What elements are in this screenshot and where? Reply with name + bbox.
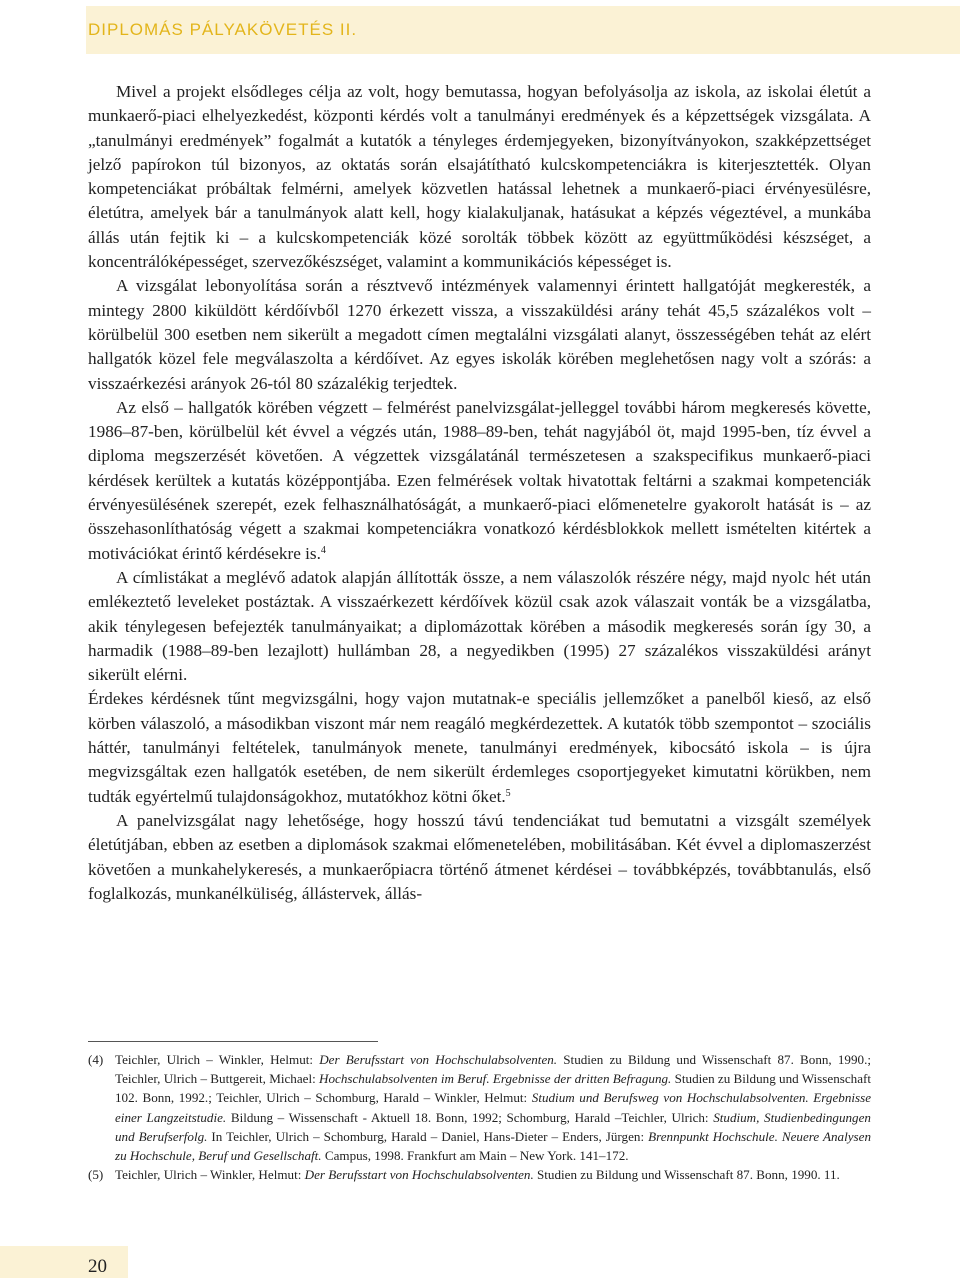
paragraph: A vizsgálat lebonyolítása során a résztvevő intézmények valamennyi érintett hallgatóját megkeresték, a mintegy 2800 kiküldött kérdőívből 1270 érkezett vissza, a visszaküldési arány tehát 45,5 százalékos volt – körülbelül 300 esetben nem sikerült a megadott címen megtalálni vizsgálati alanyt, összességében tehát az elért hallgatók közel fele megválaszolta a kérdőívet. Az egyes iskolák körében meglehetősen nagy volt a szórás: a visszaérkezési arányok 26-tól 80 százalékig terjedtek.	[88, 276, 871, 393]
footnote-ref[interactable]: 4	[320, 544, 326, 556]
running-header: DIPLOMÁS PÁLYAKÖVETÉS II.	[88, 20, 358, 39]
paragraph	[88, 687, 871, 808]
footnote-divider	[88, 1041, 378, 1042]
page-number-band	[0, 1246, 128, 1278]
paragraph-text: Az első – hallgatók körében végzett – felmérést panelvizsgálat-jelleggel további három megkeresés követte, 1986–87-ben, körülbelül két évvel a végzés után, 1988–89-ben, tehát nagyjából öt, majd 1995-ben, tíz évvel a diploma megszerzését követően. A végzettek vizsgálatánál természetesen a szakspecifikus munkaerő-piaci kérdések kerültek a kutatás középpontjába. Ezen felmérések voltak hivatottak feltárni a szakmai kompetenciák érvényesülésének szerepét, ezek felhasználhatóságát, a munkaerő-piaci előmenetelre gyakorolt hatását is – az összehasonlíthatóság végett a szakmai kompetenciákra vonatkozó kérdésblokkok mellett ismételten kitértek a motivációkat érintő kérdésekre is.	[88, 397, 871, 563]
footnotes	[88, 1050, 871, 1184]
footnote	[88, 1165, 871, 1184]
paragraph-text: Érdekes kérdésnek tűnt megvizsgálni, hogy vajon mutatnak-e speciális jellemzőket a panelből kieső, az első körben válaszoló, a másodikban viszont már nem reagáló megkérdezettek. A kutatók több szempontot – szociális háttér, tanulmányi feltételek, tanulmányok menete, tanulmányi eredmények, kibocsátó iskola – is újra megvizsgáltak ezen hallgatók esetében, de nem sikerült érdemleges csoportjegyeket kimutatni körükben, nem tudták egyértelmű tulajdonságokhoz, mutatókhoz kötni őket.	[88, 689, 871, 806]
footnote-text: Teichler, Ulrich – Winkler, Helmut: Der Berufsstart von Hochschulabsolventen. Studien zu Bildung und Wissenschaft 87. Bonn, 1990.; Teichler, Ulrich – Buttgereit, Michael: Hochschulabsolventen im Beruf. Ergebnisse der dritten Befragung. Studien zu Bildung und Wissenschaft 102. Bonn, 1992.; Teichler, Ulrich – Schomburg, Harald – Winkler, Helmut: Studium und Berufsweg von Hochschulabsolventen. Ergebnisse einer Langzeitstudie. Bildung – Wissenschaft - Aktuell 18. Bonn, 1992; Schomburg, Harald –Teichler, Ulrich: Studium, Studienbedingungen und Berufserfolg. In Teichler, Ulrich – Schomburg, Harald – Daniel, Hans-Dieter – Enders, Jürgen: Brennpunkt Hochschule. Neuere Analysen zu Hochschule, Beruf und Gesellschaft. Campus, 1998. Frankfurt am Main – New York. 141–172.	[115, 1052, 872, 1164]
footnote-number: (4)	[88, 1052, 104, 1067]
footnote-text: Teichler, Ulrich – Winkler, Helmut: Der Berufsstart von Hochschulabsolventen. Studien zu Bildung und Wissenschaft 87. Bonn, 1990. 11.	[115, 1167, 840, 1183]
footnote	[88, 1050, 871, 1165]
body-text	[88, 80, 871, 906]
paragraph: A panelvizsgálat nagy lehetősége, hogy hosszú távú tendenciákat tud bemutatni a vizsgált személyek életútjában, ebben az esetben a diplomások szakmai előmenetelében, mobilitásában. Két évvel a diplomaszerzést követően a munkahelykeresés, a munkaerőpiacra történő átmenet kérdései – továbbképzés, továbbtanulás, első foglalkozás, munkanélküliség, állástervek, állás-	[88, 810, 871, 903]
paragraph: A címlistákat a meglévő adatok alapján állították össze, a nem válaszolók részére négy, majd nyolc hét után emlékeztető leveleket postáztak. A visszaérkezett kérdőívek közül csak azok válaszait vonták be a vizsgálatba, akik ténylegesen befejezték tanulmányaikat; a diplomázottak körében a második megkeresés során így 30, a harmadik (1988–89-ben lezajlott) hullámban 28, a negyedikben (1995) 27 százalékos visszaküldési arányt sikerült elérni.	[88, 567, 871, 685]
paragraph: Mivel a projekt elsődleges célja az volt, hogy bemutassa, hogyan befolyásolja az iskola, az iskolai életút a munkaerő-piaci elhelyezkedést, központi kérdés volt a tanulmányi eredmények és a képzettségek vizsgálata. A „tanulmányi eredmények” fogalmát a kutatók a tényleges érdemjegyeken, bizonyítványokon, szakképzettséget jelző papírokon túl bizonyos, az oktatás során elsajátítható kulcskompetenciákra is kiterjesztették. Olyan kompetenciákat próbáltak felmérni, amelyek közvetlen hatással lehetnek a munkaerő-piaci érvényesülésre, életútra, amelyek bár a tanulmányok alatt kell, hogy kialakuljanak, hatásukat a képzés végeztével, a munkába állás után fejtik ki – a kulcskompetenciák közé sorolták többek között az együttműködési készséget, a koncentrálóképességet, szervezőkészséget, valamint a kommunikációs képességet is.	[88, 82, 871, 272]
page-number: 20	[88, 1256, 107, 1277]
paragraph	[88, 396, 871, 566]
footnote-number: (5)	[88, 1167, 104, 1183]
footnote-ref[interactable]: 5	[505, 787, 511, 799]
